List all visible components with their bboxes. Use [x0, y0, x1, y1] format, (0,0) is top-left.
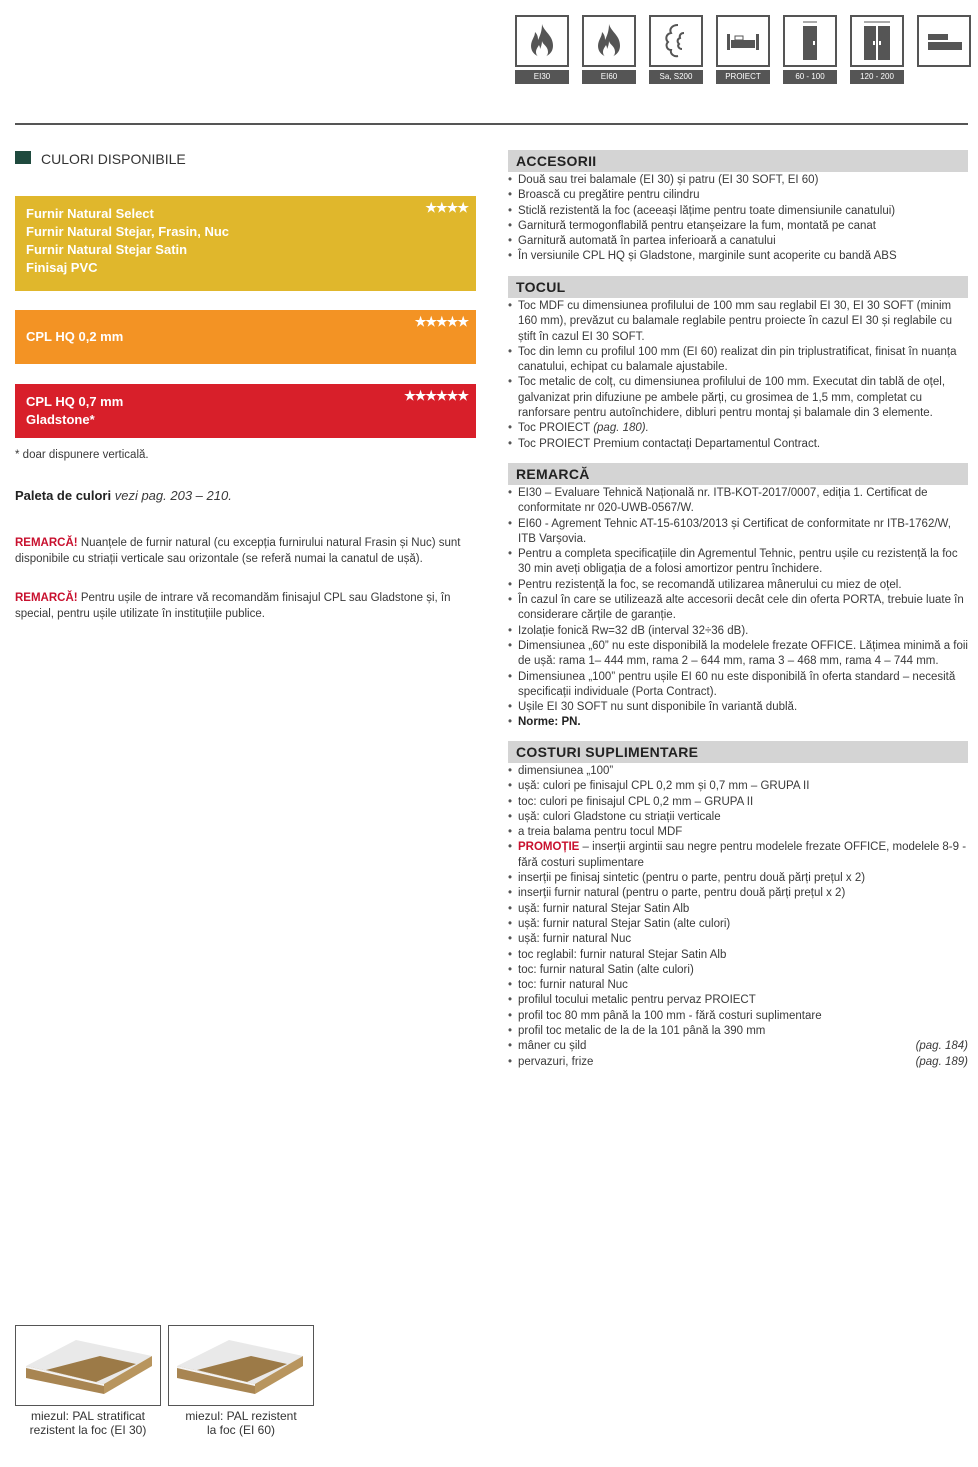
list-item: • Ușile EI 30 SOFT nu sunt disponibile în variantă dublă.	[508, 700, 968, 715]
remarca-section	[508, 463, 968, 731]
proiect-text: Toc PROIECT	[518, 422, 590, 435]
caption-line: la foc (EI 60)	[206, 1423, 276, 1437]
rating-stars: ★★★★	[425, 200, 468, 215]
color-band-cpl07	[15, 384, 476, 438]
page-ref: (pag. 189)	[915, 1055, 968, 1068]
smoke-icon-tile	[649, 15, 703, 84]
list-item: • profil toc 80 mm până la 100 mm - fără costuri suplimentare	[508, 1009, 968, 1024]
project-icon	[723, 26, 763, 56]
board-section-image	[16, 1326, 160, 1405]
ei30-icon-tile	[515, 15, 569, 84]
thumb-caption	[168, 1409, 314, 1437]
caption-line: rezistent la foc (EI 30)	[29, 1423, 147, 1437]
list-item: • Toc PROIECT Premium contactați Departamentul Contract.	[508, 437, 968, 452]
list-item: • a treia balama pentru tocul MDF	[508, 825, 968, 840]
caption-line: miezul: PAL stratificat	[30, 1409, 146, 1423]
single-door-label: 60 - 100	[783, 70, 837, 84]
double-door-icon-tile	[850, 15, 904, 84]
band-line: CPL HQ 0,7 mm	[26, 394, 124, 409]
list-item: • ușă: furnir natural Stejar Satin (alte culori)	[508, 917, 968, 932]
page-ref: (pag. 180).	[593, 422, 649, 435]
single-door-icon	[792, 19, 828, 63]
page-ref: (pag. 184)	[915, 1040, 968, 1053]
accesorii-section	[508, 150, 968, 265]
color-band-cpl02	[15, 310, 476, 364]
double-door-label: 120 - 200	[850, 70, 904, 84]
remarca-note-2	[15, 590, 455, 622]
promo-tag: PROMOȚIE	[518, 841, 580, 854]
remarca-note-1	[15, 535, 477, 567]
list-item: • Izolație fonică Rw=32 dB (interval 32÷36 dB).	[508, 624, 968, 639]
threshold-icon	[924, 26, 964, 56]
list-item: • ușă: furnir natural Stejar Satin Alb	[508, 902, 968, 917]
remarca-tag: REMARCĂ!	[15, 537, 78, 549]
core-pal-rezistent-image	[168, 1325, 314, 1406]
list-item: • ușă: furnir natural Nuc	[508, 932, 968, 947]
rating-stars: ★★★★★	[414, 314, 468, 329]
flame-icon	[524, 21, 560, 61]
band-line: Gladstone*	[26, 412, 95, 427]
culori-title: CULORI DISPONIBILE	[41, 151, 186, 167]
list-item: • profil toc metalic de la de la 101 până la 390 mm	[508, 1024, 968, 1039]
list-item: • Dimensiunea „100” pentru ușile EI 60 nu este disponibilă în oferta standard – necesită specificații individuale (Porta Contract).	[508, 670, 968, 701]
section-title: REMARCĂ	[508, 463, 968, 485]
list-item: • Toc metalic de colț, cu dimensiunea profilului de 100 mm. Executat din tablă de oțel, galvanizat prin difuziune pe ambele părți, cu grosimea de 1,5 mm, completat cu ranforsare pentru autoînchidere, dibluri pentru montaj și balamale din 3 elemente.	[508, 375, 968, 421]
caption-line: miezul: PAL rezistent	[185, 1409, 297, 1423]
color-band-furnir	[15, 196, 476, 291]
section-marker	[15, 151, 31, 164]
board-section-image	[169, 1326, 313, 1405]
norme-text: Norme: PN.	[518, 716, 581, 729]
ei60-icon-tile	[582, 15, 636, 84]
band-line: CPL HQ 0,2 mm	[26, 329, 124, 344]
list-item: • Toc din lemn cu profilul 100 mm (EI 60) realizat din pin triplustratificat, finisat în nuanța canatului, echipat cu balamale ajustabile.	[508, 345, 968, 376]
band-line: Furnir Natural Stejar, Frasin, Nuc	[26, 224, 229, 239]
band-line: Finisaj PVC	[26, 260, 98, 275]
list-item	[508, 715, 968, 730]
section-title: TOCUL	[508, 276, 968, 298]
remarca-text: Pentru ușile de intrare vă recomandăm finisajul CPL sau Gladstone și, în special, pentru ușile utilizate în instituțiile publice.	[15, 592, 451, 620]
section-title: ACCESORII	[508, 150, 968, 172]
divider	[15, 123, 968, 125]
paleta-ref: vezi pag. 203 – 210.	[114, 488, 232, 503]
single-door-icon-tile	[783, 15, 837, 84]
smoke-label: Sa, S200	[649, 70, 703, 84]
list-item: • toc: culori pe finisajul CPL 0,2 mm – GRUPA II	[508, 795, 968, 810]
list-item: • Sticlă rezistentă la foc (aceeași lățime pentru toate dimensiunile canatului)	[508, 204, 968, 219]
list-item: • ușă: culori pe finisajul CPL 0,2 mm și 0,7 mm – GRUPA II	[508, 779, 968, 794]
project-label: PROIECT	[716, 70, 770, 84]
paleta-label: Paleta de culori	[15, 488, 112, 503]
list-item: • toc reglabil: furnir natural Stejar Satin Alb	[508, 948, 968, 963]
thumb-caption	[15, 1409, 161, 1437]
list-item: • Garnitură termogonflabilă pentru etanșeizare la fum, montată pe canat	[508, 219, 968, 234]
list-item	[508, 421, 968, 436]
smoke-icon	[658, 21, 694, 61]
list-item: • inserții pe finisaj sintetic (pentru o parte, pentru două părți prețul x 2)	[508, 871, 968, 886]
list-item: • profilul tocului metalic pentru pervaz PROIECT	[508, 993, 968, 1008]
ei30-label: EI30	[515, 70, 569, 84]
list-item: • În cazul în care se utilizează alte accesorii decât cele din oferta PORTA, trebuie luate în considerare cărțile de garanție.	[508, 593, 968, 624]
tocul-section	[508, 276, 968, 452]
paleta-line	[15, 488, 232, 504]
list-item: • Pentru a completa specificațiile din Agrementul Tehnic, pentru ușile cu rezistență la foc 30 min aveți obligația de a folosi amortizor pentru închidere.	[508, 547, 968, 578]
rating-stars: ★★★★★★	[404, 388, 468, 403]
list-item: • EI60 - Agrement Tehnic AT-15-6103/2013 și Certificat de conformitate nr ITB-1762/W, ITB Varșovia.	[508, 517, 968, 548]
footnote: * doar dispunere verticală.	[15, 449, 149, 461]
section-title: COSTURI SUPLIMENTARE	[508, 741, 968, 763]
list-item: • dimensiunea „100”	[508, 764, 968, 779]
costuri-section	[508, 741, 968, 1070]
promo-text: – inserții argintii sau negre pentru modelele frezate OFFICE, modelele 8-9 - fără costuri suplimentare	[518, 841, 967, 869]
band-line: Furnir Natural Stejar Satin	[26, 242, 188, 257]
list-item	[508, 1055, 968, 1070]
ei60-label: EI60	[582, 70, 636, 84]
maner-text: mâner cu șild	[518, 1040, 587, 1053]
list-item: • inserții furnir natural (pentru o parte, pentru două părți prețul x 2)	[508, 886, 968, 901]
list-item: • Broască cu pregătire pentru cilindru	[508, 188, 968, 203]
list-item: • În versiunile CPL HQ și Gladstone, marginile sunt acoperite cu bandă ABS	[508, 249, 968, 264]
list-item: • Dimensiunea „60” nu este disponibilă la modelele frezate OFFICE. Lățimea minimă a foii de ușă: rama 1– 444 mm, rama 2 – 644 mm, rama 3 – 468 mm, rama 4 – 744 mm.	[508, 639, 968, 670]
list-item	[508, 840, 968, 871]
list-item: • EI30 – Evaluare Tehnică Națională nr. ITB-KOT-2017/0007, ediția 1. Certificat de conformitate nr 020-UWB-0567/W.	[508, 486, 968, 517]
band-line: Furnir Natural Select	[26, 206, 154, 221]
list-item: • toc: furnir natural Satin (alte culori)	[508, 963, 968, 978]
remarca-text: Nuanțele de furnir natural (cu excepția furnirului natural Frasin și Nuc) sunt disponibile cu striații verticale sau orizontale (se referă numai la canatul de ușă).	[15, 537, 461, 565]
double-door-icon	[857, 19, 897, 63]
remarca-tag: REMARCĂ!	[15, 592, 78, 604]
project-icon-tile	[716, 15, 770, 84]
core-pal-stratificat-image	[15, 1325, 161, 1406]
list-item: • Toc MDF cu dimensiunea profilului de 100 mm sau reglabil EI 30, EI 30 SOFT (minim 160 mm), prevăzut cu balamale reglabile pentru proiecte în cazul EI 30 și reglabile cu știft în cazul EI 30 SOFT.	[508, 299, 968, 345]
pervazuri-text: pervazuri, frize	[518, 1055, 594, 1068]
list-item: • ușă: culori Gladstone cu striații verticale	[508, 810, 968, 825]
flame-icon	[591, 21, 627, 61]
list-item: • Două sau trei balamale (EI 30) și patru (EI 30 SOFT, EI 60)	[508, 173, 968, 188]
threshold-icon-tile	[917, 15, 971, 67]
list-item: • Pentru rezistență la foc, se recomandă utilizarea mânerului cu miez de oțel.	[508, 578, 968, 593]
list-item: • toc: furnir natural Nuc	[508, 978, 968, 993]
list-item: • Garnitură automată în partea inferioară a canatului	[508, 234, 968, 249]
list-item	[508, 1039, 968, 1054]
